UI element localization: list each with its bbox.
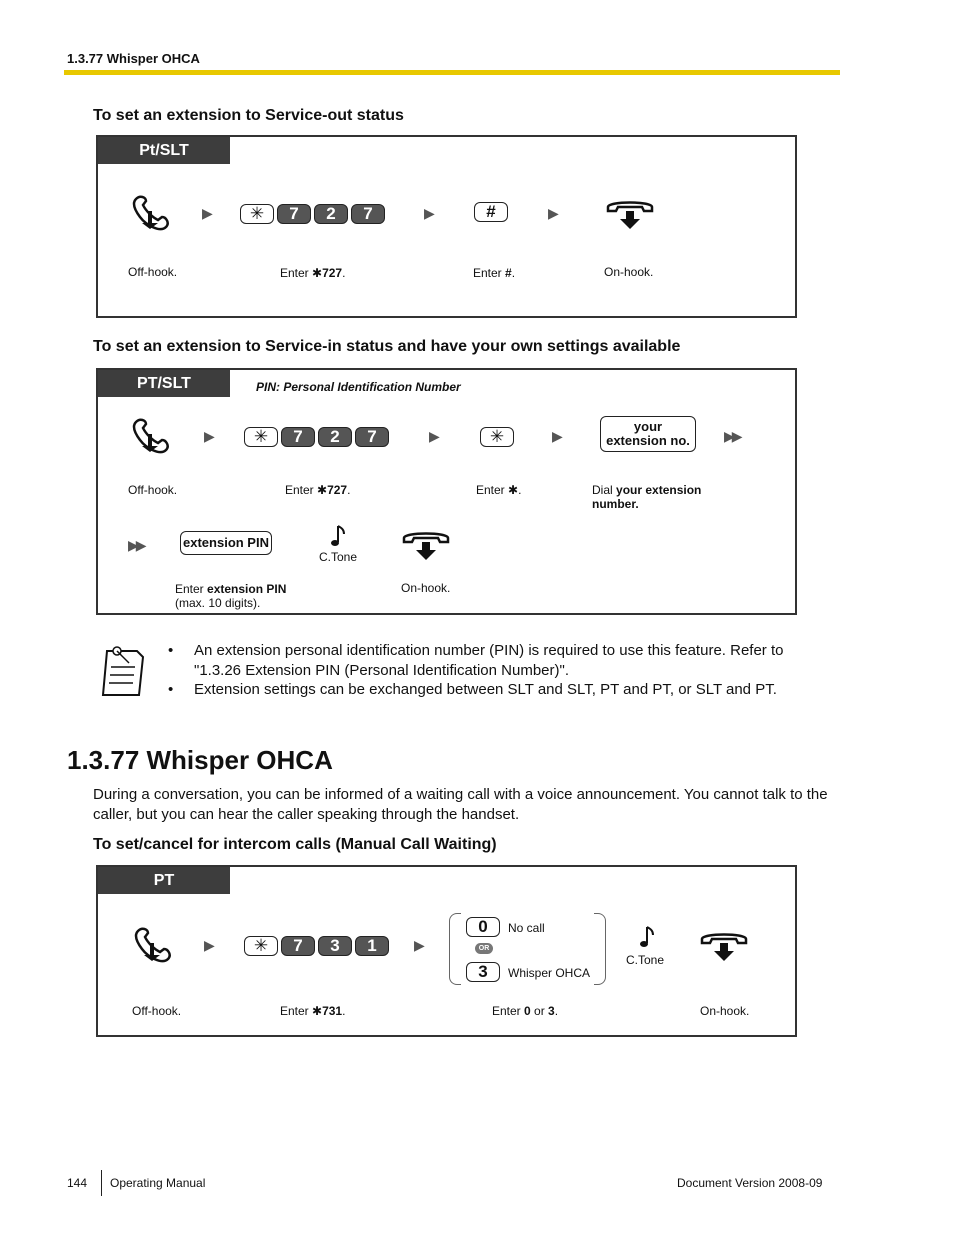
caption-onhook: On-hook. xyxy=(401,581,451,595)
digit-key-0: 0 xyxy=(466,917,500,937)
onhook-icon xyxy=(698,929,750,963)
section3-box xyxy=(96,865,797,1037)
offhook-icon xyxy=(130,418,178,458)
header-rule xyxy=(64,70,840,75)
note-item: • Extension settings can be exchanged between SLT and SLT, PT and PT, or SLT and PT. xyxy=(168,680,828,700)
section2-box xyxy=(96,368,797,615)
feature-code-keys xyxy=(244,427,389,447)
step-arrow: ▶ xyxy=(548,205,559,221)
digit-key: 7 xyxy=(277,204,311,224)
step-arrow: ▶ xyxy=(202,205,213,221)
footer-document-version: Document Version 2008-09 xyxy=(677,1176,823,1190)
caption-enter-code: Enter ✱731. xyxy=(280,1004,346,1018)
running-header: 1.3.77 Whisper OHCA xyxy=(67,51,200,66)
caption-enter-hash: Enter #. xyxy=(473,266,516,280)
caption-enter-option: Enter 0 or 3. xyxy=(492,1004,559,1018)
section2-tab: PT/SLT xyxy=(98,370,230,397)
star-key: ✳ xyxy=(244,936,278,956)
star-key: ✳ xyxy=(480,427,514,447)
step-arrow: ▶ xyxy=(429,428,440,444)
caption-enter-pin: Enter extension PIN (max. 10 digits). xyxy=(175,582,287,610)
digit-key: 7 xyxy=(355,427,389,447)
extension-pin-key: extension PIN xyxy=(180,531,272,555)
hash-key: # xyxy=(474,202,508,222)
caption-offhook: Off-hook. xyxy=(128,265,178,279)
ctone-label: C.Tone xyxy=(319,550,358,564)
onhook-icon xyxy=(604,197,656,231)
offhook-icon xyxy=(130,195,178,235)
digit-key: 7 xyxy=(281,936,315,956)
caption-onhook: On-hook. xyxy=(700,1004,750,1018)
footer-divider xyxy=(101,1170,102,1196)
feature-code-keys xyxy=(244,936,389,956)
section1-tab: Pt/SLT xyxy=(98,137,230,164)
option-whisper-ohca: Whisper OHCA xyxy=(508,966,591,980)
digit-key-3: 3 xyxy=(466,962,500,982)
ctone-icon xyxy=(639,925,657,951)
feature-code-keys xyxy=(240,204,385,224)
star-key: ✳ xyxy=(240,204,274,224)
double-arrow: ▶▶ xyxy=(724,428,740,444)
digit-key: 2 xyxy=(314,204,348,224)
digit-key: 2 xyxy=(318,427,352,447)
caption-enter-code: Enter ✱727. xyxy=(280,266,346,280)
caption-dial-extension: Dial your extension number. xyxy=(592,483,702,511)
page-number: 144 xyxy=(67,1176,88,1190)
step-arrow: ▶ xyxy=(552,428,563,444)
section1-heading: To set an extension to Service-out status xyxy=(93,107,404,124)
pin-note: PIN: Personal Identification Number xyxy=(256,380,461,394)
double-arrow: ▶▶ xyxy=(128,537,144,553)
step-arrow: ▶ xyxy=(424,205,435,221)
intro-paragraph: During a conversation, you can be informed of a waiting call with a voice announcement. You cannot talk to the caller, but you can hear the caller speaking through the handset. xyxy=(93,786,828,823)
option-no-call: No call xyxy=(508,921,545,935)
caption-onhook: On-hook. xyxy=(604,265,654,279)
notes-list xyxy=(168,641,828,700)
section3-heading: To set/cancel for intercom calls (Manual Call Waiting) xyxy=(93,836,497,853)
step-arrow: ▶ xyxy=(204,428,215,444)
digit-key: 7 xyxy=(281,427,315,447)
offhook-icon xyxy=(132,927,180,967)
step-arrow: ▶ xyxy=(414,937,425,953)
option-brace-right xyxy=(594,913,606,985)
digit-key: 3 xyxy=(318,936,352,956)
caption-enter-star: Enter ✱. xyxy=(476,483,522,497)
option-brace-left xyxy=(449,913,461,985)
or-badge: OR xyxy=(475,943,493,954)
star-key: ✳ xyxy=(244,427,278,447)
ctone-icon xyxy=(330,524,348,550)
step-arrow: ▶ xyxy=(204,937,215,953)
notepad-icon xyxy=(99,643,145,699)
caption-offhook: Off-hook. xyxy=(128,483,178,497)
extension-number-key: your extension no. xyxy=(600,416,696,452)
onhook-icon xyxy=(400,528,452,562)
section3-tab: PT xyxy=(98,867,230,894)
section1-box xyxy=(96,135,797,318)
section2-heading: To set an extension to Service-in status and have your own settings available xyxy=(93,338,681,355)
page-title: 1.3.77 Whisper OHCA xyxy=(67,745,333,775)
digit-key: 7 xyxy=(351,204,385,224)
digit-key: 1 xyxy=(355,936,389,956)
caption-enter-code: Enter ✱727. xyxy=(285,483,351,497)
footer-manual-name: Operating Manual xyxy=(110,1176,206,1190)
ctone-label: C.Tone xyxy=(626,953,665,967)
caption-offhook: Off-hook. xyxy=(132,1004,182,1018)
note-item: • An extension personal identification number (PIN) is required to use this feature. Refer to "1.3.26 Extension PIN (Personal Identification Number)". xyxy=(168,641,828,680)
